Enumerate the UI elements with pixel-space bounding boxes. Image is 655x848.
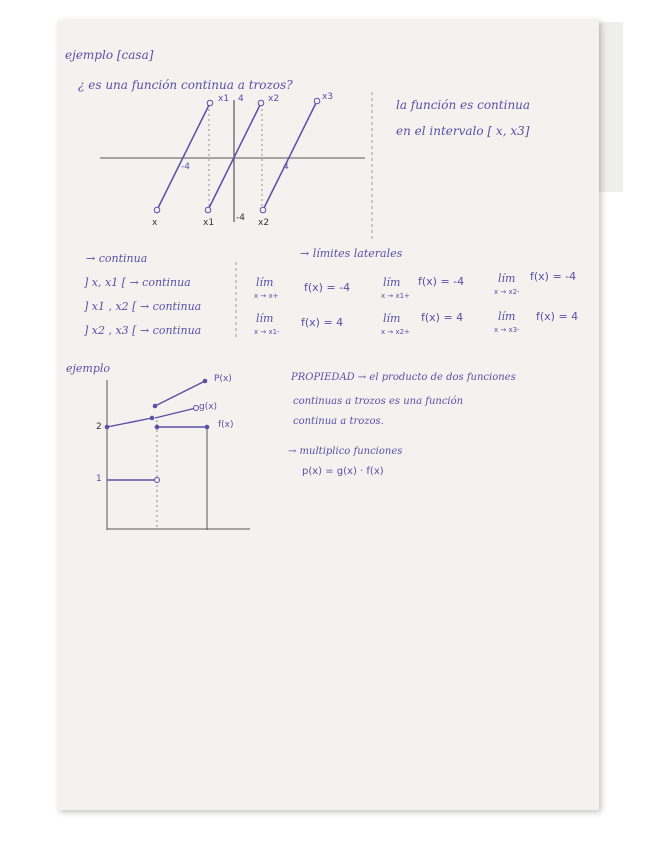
lim-5-sub: x → x2+ <box>381 328 410 336</box>
label-4-top: 4 <box>238 94 244 104</box>
label-4-right: 4 <box>283 162 289 172</box>
ejemplo-2-title: ejemplo <box>66 362 111 375</box>
label-neg4-bottom: -4 <box>236 213 245 223</box>
answer-line-2: en el intervalo [ x, x3] <box>396 124 530 138</box>
label-x2-bottom: x2 <box>258 218 270 228</box>
lim-5-word: lím <box>383 312 401 325</box>
lim-1-expr: f(x) = -4 <box>304 281 351 294</box>
label-neg4-left: -4 <box>181 162 190 172</box>
lim-4-sub: x → x1- <box>254 328 280 336</box>
limites-title: → límites laterales <box>300 247 403 260</box>
answer-line-1: la función es continua <box>396 98 531 112</box>
propiedad-line-3: continua a trozos. <box>293 416 384 427</box>
propiedad-line-2: continuas a trozos es una función <box>293 396 464 407</box>
lim-3-sub: x → x2- <box>494 288 520 296</box>
label-x1-bottom: x1 <box>203 218 215 228</box>
continua-row-3: ] x2 , x3 [ → continua <box>84 324 202 337</box>
continua-title: → continua <box>86 252 148 265</box>
segment-1 <box>157 103 210 210</box>
lim-6-word: lím <box>498 310 516 323</box>
label-p: P(x) <box>214 374 232 384</box>
multiplico-text: → multiplico funciones <box>288 446 403 457</box>
propiedad-line-1: PROPIEDAD → el producto de dos funciones <box>291 372 516 383</box>
page-title: ejemplo [casa] <box>65 48 154 62</box>
label-2: 2 <box>96 422 102 432</box>
lim-2-expr: f(x) = -4 <box>418 275 465 288</box>
lim-3-word: lím <box>498 272 516 285</box>
label-1: 1 <box>96 474 102 484</box>
lim-4-expr: f(x) = 4 <box>301 316 344 329</box>
continua-row-2: ] x1 , x2 [ → continua <box>84 300 202 313</box>
label-x-bottom: x <box>152 218 158 228</box>
lim-6-expr: f(x) = 4 <box>536 310 579 323</box>
lim-1-sub: x → x+ <box>254 292 279 300</box>
lim-2-sub: x → x1+ <box>381 292 410 300</box>
continua-row-1: ] x, x1 [ → continua <box>84 276 191 289</box>
label-g: g(x) <box>199 402 218 412</box>
lim-1-word: lím <box>256 276 274 289</box>
lim-6-sub: x → x3- <box>494 326 520 334</box>
label-f: f(x) <box>218 420 234 430</box>
label-x1-top: x1 <box>218 94 230 104</box>
label-x2-top: x2 <box>268 94 280 104</box>
lim-3-expr: f(x) = -4 <box>530 270 577 283</box>
segment-3 <box>263 101 317 210</box>
formula-text: p(x) = g(x) · f(x) <box>302 466 384 477</box>
label-x3-top: x3 <box>322 92 334 102</box>
question-text: ¿ es una función continua a trozos? <box>78 78 293 92</box>
lim-2-word: lím <box>383 276 401 289</box>
lim-4-word: lím <box>256 312 274 325</box>
lim-5-expr: f(x) = 4 <box>421 311 464 324</box>
